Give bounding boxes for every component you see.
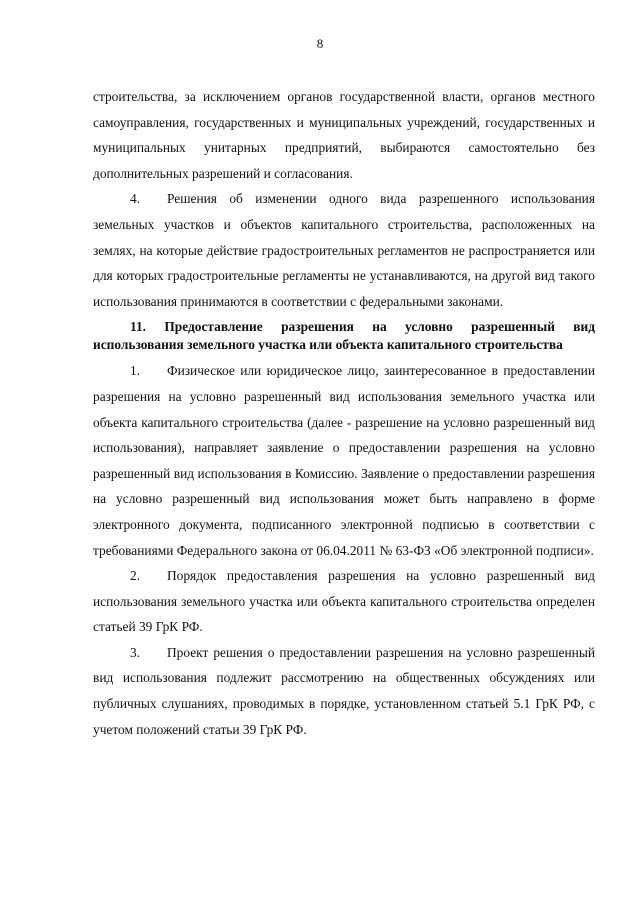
paragraph-4-number: 4. <box>130 191 141 207</box>
section-11-heading: 11. Предоставление разрешения на условно разрешенный вид использования земельного участка или объекта капитального строительства <box>93 319 595 353</box>
document-body <box>93 84 595 742</box>
section-11-paragraph-3 <box>93 640 595 742</box>
section-11-paragraph-2-number: 2. <box>130 568 141 584</box>
section-11-paragraph-1-text: Физическое или юридическое лицо, заинтересованное в предоставлении разрешения на условно разрешенный вид использования земельного участка или объекта капитального строительства (далее - разрешение на условно разрешенный вид использования), направляет заявление о предоставлении разрешения на условно разрешенный вид использования в Комиссию. Заявление о предоставлении разрешения на условно разрешенный вид использования может быть направлено в форме электронного документа, подписанного электронной подписью в соответствии с требованиями Федерального закона от 06.04.2011 № 63-ФЗ «Об электронной подписи». <box>93 363 595 558</box>
section-11-paragraph-1 <box>93 358 595 563</box>
section-11-paragraph-2-text: Порядок предоставления разрешения на условно разрешенный вид использования земельного участка или объекта капитального строительства определен статьей 39 ГрК РФ. <box>93 568 595 635</box>
paragraph-4-text: Решения об изменении одного вида разрешенного использования земельных участков и объектов капитального строительства, расположенных на землях, на которые действие градостроительных регламентов не распространяется или для которых градостроительные регламенты не устанавливаются, на другой вид такого использования принимаются в соответствии с федеральными законами. <box>93 191 595 309</box>
paragraph-4 <box>93 186 595 314</box>
section-11-paragraph-2 <box>93 563 595 640</box>
paragraph-continued: строительства, за исключением органов государственной власти, органов местного самоуправления, государственных и муниципальных учреждений, государственных и муниципальных унитарных предприятий, выбираются самостоятельно без дополнительных разрешений и согласования. <box>93 89 595 181</box>
section-11-paragraph-3-text: Проект решения о предоставлении разрешения на условно разрешенный вид использования подлежит рассмотрению на общественных обсуждениях или публичных слушаниях, проводимых в порядке, установленном статьей 5.1 ГрК РФ, с учетом положений статьи 39 ГрК РФ. <box>93 644 595 737</box>
section-11-paragraph-3-number: 3. <box>130 644 141 660</box>
page-number: 8 <box>316 36 324 51</box>
section-11-paragraph-1-number: 1. <box>130 363 141 379</box>
